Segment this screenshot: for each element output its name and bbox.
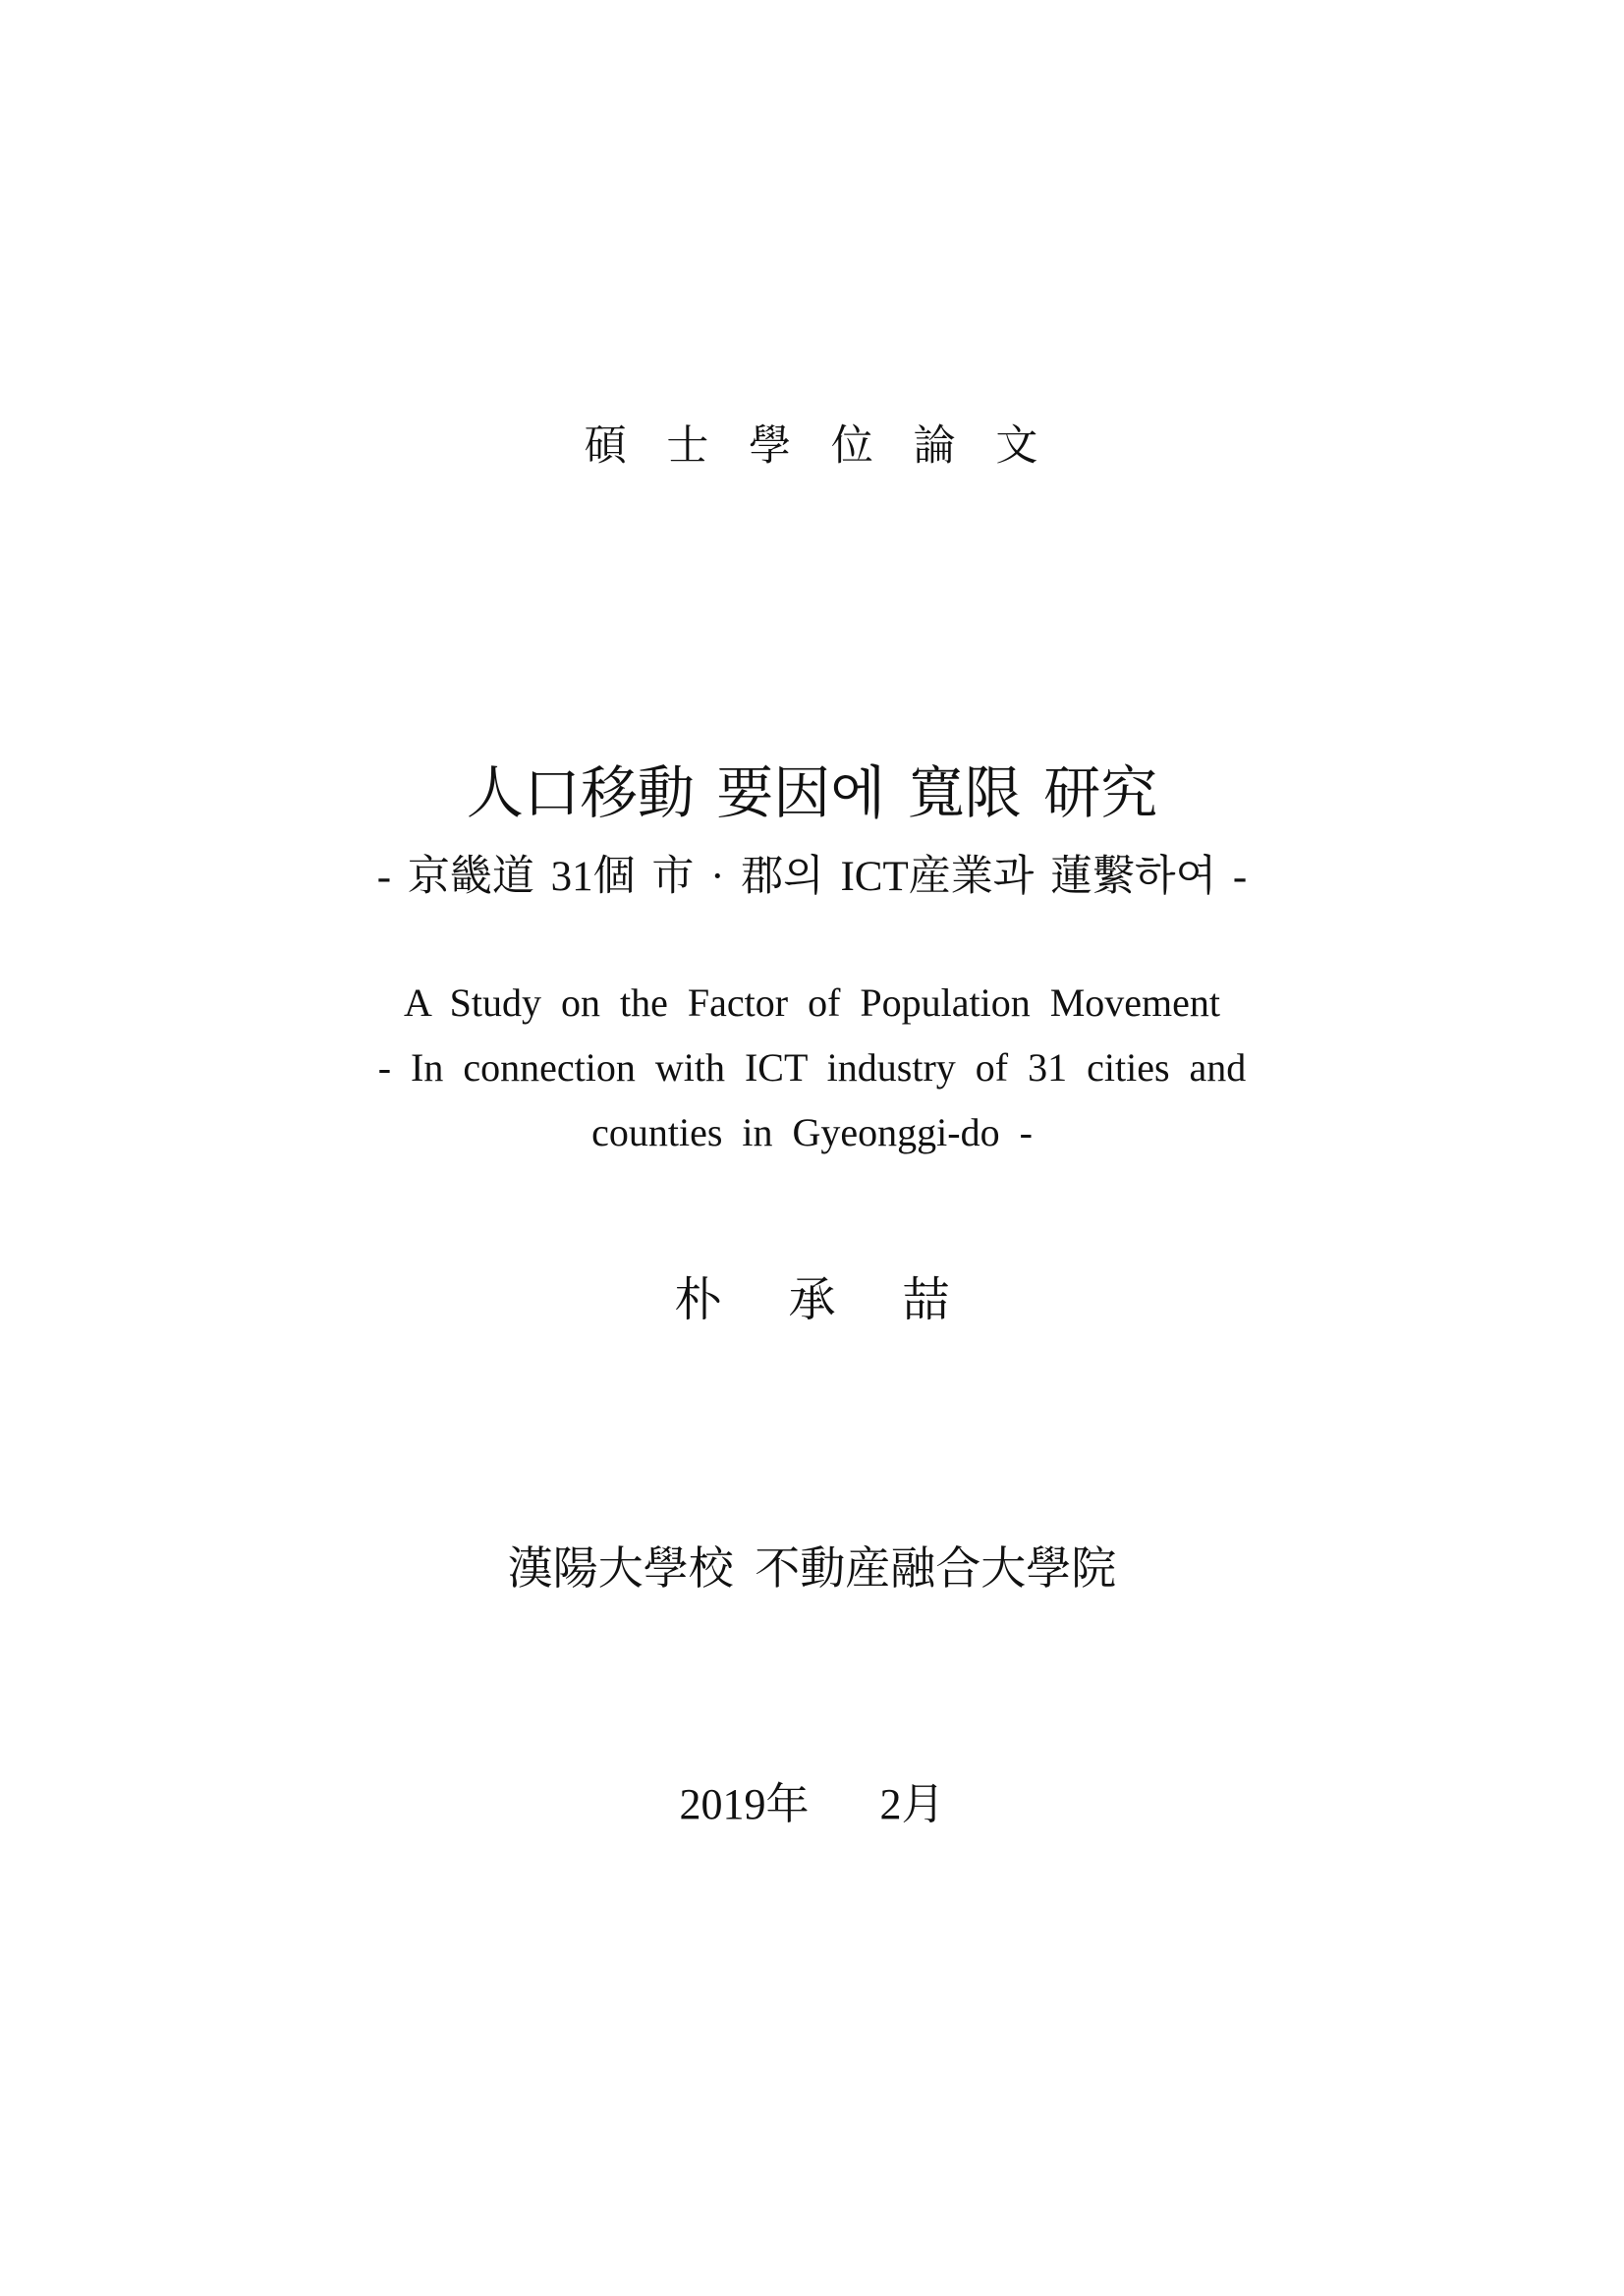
english-title-line-3: counties in Gyeonggi-do - [591, 1110, 1033, 1154]
korean-title: 人口移動 要因에 寬限 研究 [466, 761, 1158, 825]
english-title-line-1: A Study on the Factor of Population Movement [403, 980, 1221, 1025]
english-title-line-2: - In connection with ICT industry of 31 cities and [377, 1045, 1247, 1090]
korean-subtitle: - 京畿道 31個 市 · 郡의 ICT産業과 蓮繫하여 - [376, 854, 1248, 900]
publication-month: 2月 [879, 1780, 945, 1828]
author-name: 朴 承 喆 [674, 1274, 950, 1326]
institution-name: 漢陽大學校 不動産融合大學院 [507, 1543, 1117, 1594]
thesis-type-label: 碩 士 學 位 論 文 [584, 423, 1040, 470]
publication-year: 2019年 [679, 1780, 810, 1828]
publication-date [0, 1768, 1624, 1831]
english-title [0, 971, 1624, 1165]
